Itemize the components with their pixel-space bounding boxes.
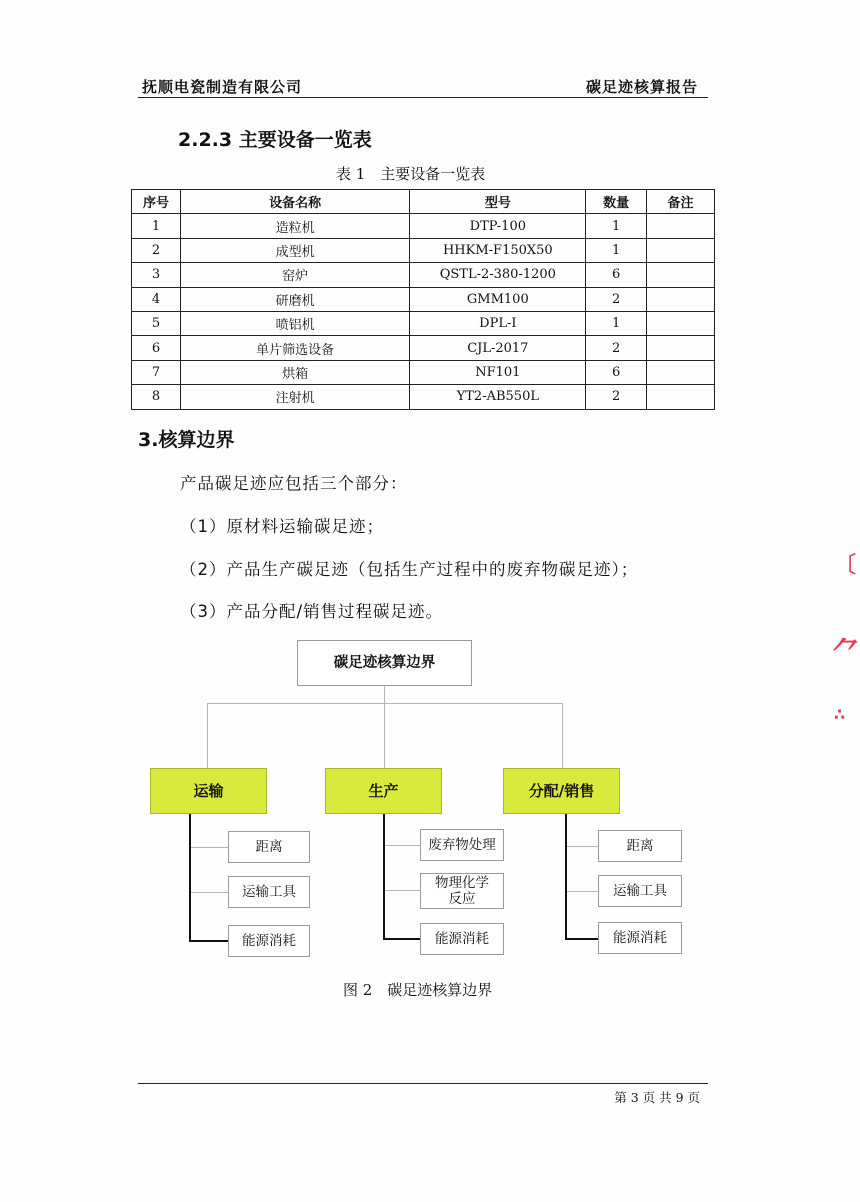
table-row bbox=[132, 311, 715, 335]
cell-name: 注射机 bbox=[180, 385, 410, 409]
leaf-node: 物理化学反应 bbox=[420, 873, 504, 909]
col-header-model: 型号 bbox=[410, 190, 586, 214]
connector-line bbox=[190, 847, 228, 848]
cell-remark bbox=[647, 263, 715, 287]
cell-remark bbox=[647, 311, 715, 335]
table-header-row bbox=[132, 190, 715, 214]
connector-line bbox=[384, 703, 385, 768]
table-row bbox=[132, 214, 715, 238]
cell-name: 烘箱 bbox=[180, 360, 410, 384]
connector-line bbox=[189, 814, 191, 941]
cell-qty: 6 bbox=[586, 263, 647, 287]
connector-line bbox=[384, 686, 385, 704]
leaf-node: 能源消耗 bbox=[420, 923, 504, 955]
cell-no: 6 bbox=[132, 336, 181, 360]
branch-node-transport: 运输 bbox=[150, 768, 267, 814]
leaf-node: 能源消耗 bbox=[228, 925, 310, 957]
connector-line bbox=[207, 703, 563, 704]
table-row bbox=[132, 385, 715, 409]
cell-qty: 6 bbox=[586, 360, 647, 384]
table-row bbox=[132, 287, 715, 311]
cell-name: 造粒机 bbox=[180, 214, 410, 238]
list-item: （1）原材料运输碳足迹； bbox=[180, 517, 384, 536]
leaf-node: 运输工具 bbox=[598, 875, 682, 907]
cell-no: 5 bbox=[132, 311, 181, 335]
section-3-title: 3.核算边界 bbox=[138, 429, 235, 451]
col-header-name: 设备名称 bbox=[180, 190, 410, 214]
cell-model: DPL-I bbox=[410, 311, 586, 335]
cell-model: CJL-2017 bbox=[410, 336, 586, 360]
connector-line bbox=[207, 703, 208, 768]
connector-line bbox=[566, 891, 598, 892]
branch-node-distribution: 分配/销售 bbox=[503, 768, 620, 814]
diagram-root-node: 碳足迹核算边界 bbox=[297, 640, 472, 686]
leaf-node: 运输工具 bbox=[228, 876, 310, 908]
intro-paragraph: 产品碳足迹应包括三个部分： bbox=[180, 474, 408, 493]
table-row bbox=[132, 238, 715, 262]
section-223-title: 2.2.3 主要设备一览表 bbox=[178, 129, 372, 151]
cell-remark bbox=[647, 287, 715, 311]
connector-line bbox=[384, 845, 420, 846]
cell-no: 4 bbox=[132, 287, 181, 311]
table-row bbox=[132, 336, 715, 360]
cell-qty: 2 bbox=[586, 385, 647, 409]
cell-remark bbox=[647, 360, 715, 384]
leaf-node: 废弃物处理 bbox=[420, 829, 504, 861]
company-name: 抚顺电瓷制造有限公司 bbox=[142, 78, 303, 96]
connector-line bbox=[566, 846, 598, 847]
table-row bbox=[132, 360, 715, 384]
seal-fragment: 〔 bbox=[834, 553, 857, 578]
connector-line bbox=[565, 814, 567, 939]
col-header-no: 序号 bbox=[132, 190, 181, 214]
cell-qty: 1 bbox=[586, 214, 647, 238]
cell-remark bbox=[647, 385, 715, 409]
cell-no: 2 bbox=[132, 238, 181, 262]
leaf-node: 距离 bbox=[228, 831, 310, 863]
col-header-remark: 备注 bbox=[647, 190, 715, 214]
leaf-node: 能源消耗 bbox=[598, 922, 682, 954]
cell-no: 1 bbox=[132, 214, 181, 238]
equipment-table bbox=[131, 189, 715, 410]
connector-line bbox=[565, 938, 599, 940]
connector-line bbox=[384, 890, 420, 891]
figure-caption: 图 2 碳足迹核算边界 bbox=[343, 981, 493, 999]
cell-qty: 1 bbox=[586, 311, 647, 335]
table-row bbox=[132, 263, 715, 287]
footer-rule bbox=[138, 1083, 708, 1084]
report-title: 碳足迹核算报告 bbox=[585, 78, 698, 96]
cell-qty: 1 bbox=[586, 238, 647, 262]
cell-qty: 2 bbox=[586, 287, 647, 311]
header-rule bbox=[138, 97, 708, 98]
cell-name: 研磨机 bbox=[180, 287, 410, 311]
connector-line bbox=[190, 892, 228, 893]
list-item: （3）产品分配/销售过程碳足迹。 bbox=[180, 602, 444, 621]
cell-model: QSTL-2-380-1200 bbox=[410, 263, 586, 287]
leaf-node: 距离 bbox=[598, 830, 682, 862]
cell-remark bbox=[647, 214, 715, 238]
cell-model: YT2-AB550L bbox=[410, 385, 586, 409]
table-caption: 表 1 主要设备一览表 bbox=[336, 165, 486, 183]
cell-no: 3 bbox=[132, 263, 181, 287]
cell-name: 单片筛选设备 bbox=[180, 336, 410, 360]
connector-line bbox=[562, 703, 563, 768]
seal-fragment: ⺈ bbox=[832, 635, 860, 668]
col-header-qty: 数量 bbox=[586, 190, 647, 214]
cell-remark bbox=[647, 238, 715, 262]
connector-line bbox=[383, 938, 421, 940]
cell-name: 喷铝机 bbox=[180, 311, 410, 335]
connector-line bbox=[189, 940, 229, 942]
page-number: 第 3 页 共 9 页 bbox=[614, 1090, 700, 1105]
cell-model: GMM100 bbox=[410, 287, 586, 311]
cell-name: 窑炉 bbox=[180, 263, 410, 287]
list-item: （2）产品生产碳足迹（包括生产过程中的废弃物碳足迹）； bbox=[180, 560, 639, 579]
cell-model: HHKM-F150X50 bbox=[410, 238, 586, 262]
cell-qty: 2 bbox=[586, 336, 647, 360]
seal-fragment: ∴ bbox=[834, 705, 846, 724]
cell-model: NF101 bbox=[410, 360, 586, 384]
cell-no: 8 bbox=[132, 385, 181, 409]
connector-line bbox=[383, 814, 385, 939]
cell-no: 7 bbox=[132, 360, 181, 384]
cell-model: DTP-100 bbox=[410, 214, 586, 238]
cell-remark bbox=[647, 336, 715, 360]
branch-node-production: 生产 bbox=[325, 768, 442, 814]
cell-name: 成型机 bbox=[180, 238, 410, 262]
